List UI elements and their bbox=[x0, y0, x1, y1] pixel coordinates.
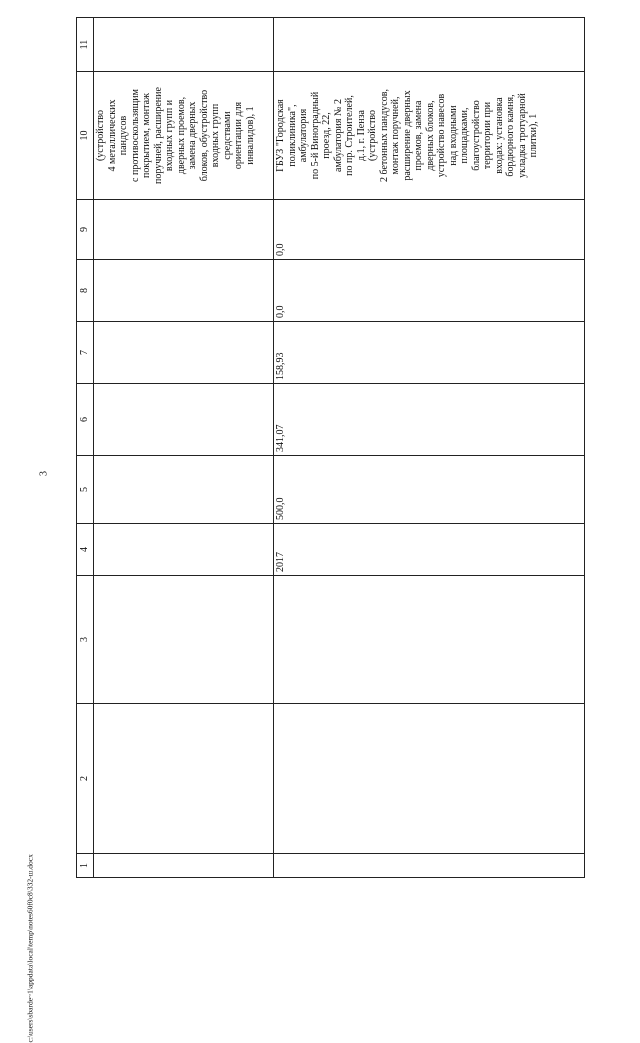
table-cell bbox=[274, 18, 585, 72]
table-row bbox=[274, 18, 585, 878]
column-number-2: 2 bbox=[77, 704, 94, 854]
column-number-11: 11 bbox=[77, 18, 94, 72]
table-cell bbox=[94, 18, 274, 72]
table-cell bbox=[274, 854, 585, 878]
table-row bbox=[94, 18, 274, 878]
table-cell bbox=[94, 524, 274, 576]
column-number-8: 8 bbox=[77, 260, 94, 322]
column-number-6: 6 bbox=[77, 384, 94, 456]
document-table bbox=[76, 17, 585, 878]
column-number-4: 4 bbox=[77, 524, 94, 576]
table-cell bbox=[94, 384, 274, 456]
amount-cell: 0,0 bbox=[274, 200, 585, 260]
table-cell bbox=[94, 456, 274, 524]
document-table-container bbox=[76, 18, 583, 878]
table-cell bbox=[94, 200, 274, 260]
column-number-9: 9 bbox=[77, 200, 94, 260]
table-header-row bbox=[77, 18, 94, 878]
column-number-5: 5 bbox=[77, 456, 94, 524]
column-number-3: 3 bbox=[77, 576, 94, 704]
amount-cell: 341,07 bbox=[274, 384, 585, 456]
description-cell: ГБУЗ "Городская поликлиника", амбулатория по 5-й Виноградный проезд, 22, амбулатория № 2 по пр. Строителей, д.1, г. Пенза (устройство 2 бетонных пандусов, монтаж поручней, расширение дверных проемов, замена дверных блоков, устройство навесов над входными площадками, благоустройство территории при входах: установка бордюрного камня, укладка тротуарной плитки), 1 bbox=[274, 72, 585, 200]
table-cell bbox=[274, 704, 585, 854]
table-cell bbox=[274, 576, 585, 704]
footer-file-path: c:\users\sbarde~1\appdata\local\temp\notes60f0c8\332-ш.docx bbox=[25, 854, 35, 1043]
page-number: 3 bbox=[38, 471, 50, 476]
table-cell bbox=[94, 576, 274, 704]
amount-cell: 0,0 bbox=[274, 260, 585, 322]
table-cell bbox=[94, 704, 274, 854]
column-number-1: 1 bbox=[77, 854, 94, 878]
column-number-7: 7 bbox=[77, 322, 94, 384]
amount-cell: 158,93 bbox=[274, 322, 585, 384]
description-cell: (устройство 4 металлических пандусов с противоскользящим покрытием, монтаж поручней, расширение входных групп и дверных проемов, замена дверных блоков, обустройство входных групп средствами ориентации для инвалидов), 1 bbox=[94, 72, 274, 200]
table-cell bbox=[94, 260, 274, 322]
year-cell: 2017 bbox=[274, 524, 585, 576]
table-cell bbox=[94, 322, 274, 384]
amount-cell: 500,0 bbox=[274, 456, 585, 524]
column-number-10: 10 bbox=[77, 72, 94, 200]
table-cell bbox=[94, 854, 274, 878]
